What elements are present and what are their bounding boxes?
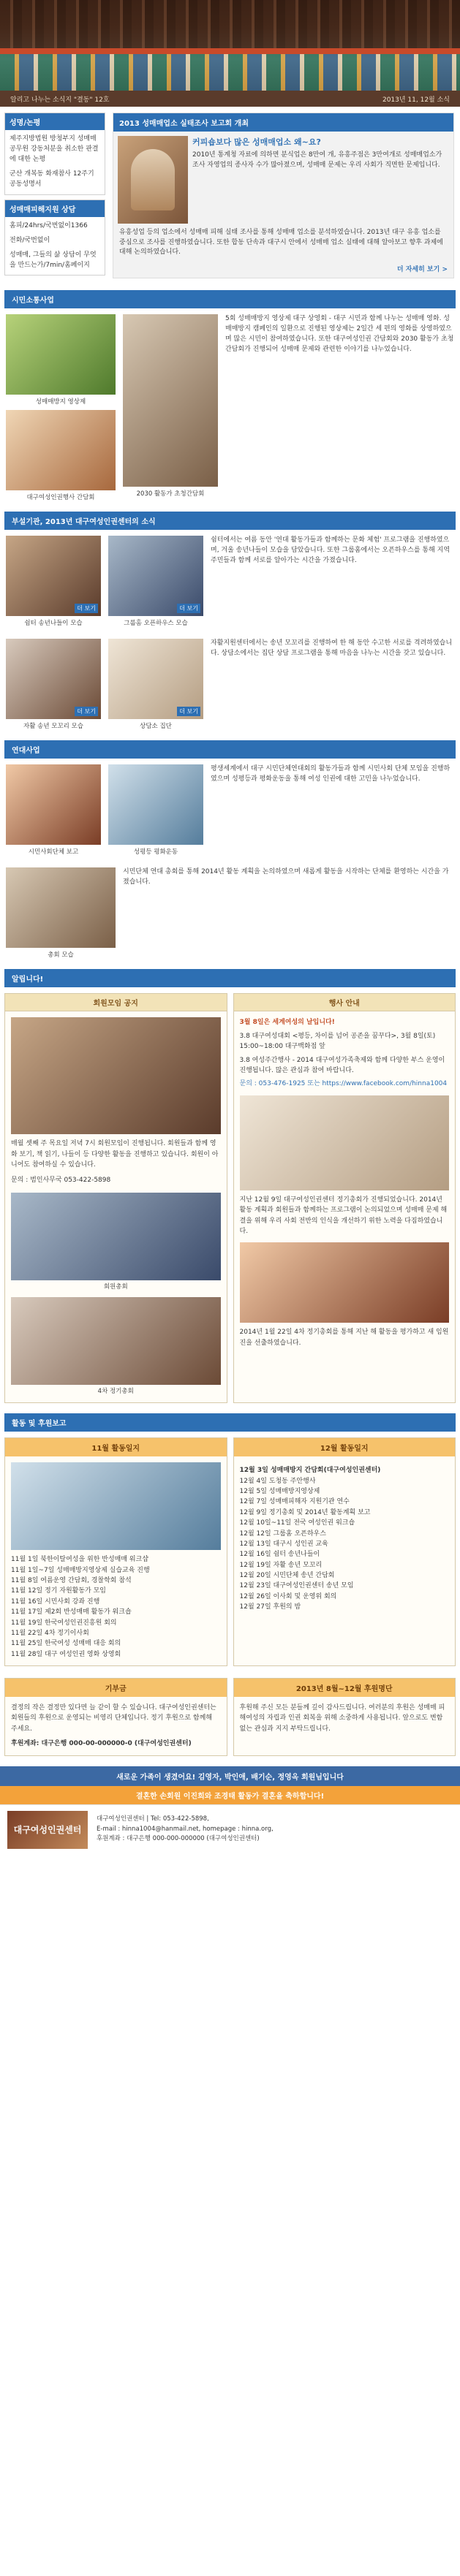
photo-badge: 더 보기 [75,707,98,716]
header-banner [0,0,460,107]
header-roof-image [0,0,460,51]
section-affiliates-bottom [0,633,460,736]
activity-dec-item: 12월 27일 후원의 밤 [239,1603,301,1611]
header-beams-image [0,54,460,91]
activity-bar: 활동 및 후원보고 [4,1413,456,1432]
activity-dec-item: 12월 10일~11일 전국 여성인권 워크숍 [239,1519,355,1527]
notice-photo-2 [11,1193,221,1280]
notice-photo-5 [240,1242,450,1323]
footer [0,1804,460,1855]
section-title-affiliates: 부설기관, 2013년 대구여성인권센터의 소식 [4,512,456,530]
notice-col1-contact: 문의 : 범인사무국 053-422-5898 [11,1176,111,1184]
notice-col-events [233,993,456,1403]
report-title: 2013년 8월~12월 후원명단 [234,1679,456,1697]
activity-dec-item: 12월 20일 시민단체 송년 간담회 [239,1572,335,1580]
solidarity-photo-1 [6,764,101,845]
notice-col2-text4: 2014년 1월 22일 4차 정기총회를 통해 지난 해 활동을 평가하고 새 임원진을 선출하였습니다. [239,1329,449,1347]
notice-col2-contact[interactable]: 문의 : 053-476-1925 또는 https://www.facebook.com/hinna1004 [239,1080,448,1088]
affiliate-photo-4 [108,639,203,719]
notice-col1-title: 회원모임 공지 [5,994,227,1011]
notice-photo-4 [240,1095,450,1190]
section-title-civic: 시민소통사업 [4,290,456,308]
footer-account: 후원계좌 : 대구은행 000-000-000000 (대구여성인권센터) [97,1835,260,1843]
activity-dec-item: 12월 16일 쉼터 송년나들이 [239,1551,320,1559]
section-solidarity-top [0,759,460,862]
affiliate-caption-3: 자활 송년 모꼬리 모습 [23,723,83,731]
solidarity-caption-3: 총회 모습 [48,951,74,960]
footer-email[interactable]: E-mail : hinna1004@hanmail.net, homepage : hinna.org, [97,1825,274,1833]
activity-nov-item: 11월 28일 대구 여성인권 영화 상영회 [11,1650,121,1658]
notice-photo-1 [11,1017,221,1134]
sidebar [0,107,110,286]
activity-dec-item: 12월 26일 이사회 및 운영위 회의 [239,1592,337,1600]
civic-photo-2 [6,410,116,490]
activity-photo-1 [11,1462,221,1550]
civic-text: 5회 성매매방지 영상제 대구 상영회 - 대구 시민과 함께 나누는 성매매 영화. 성매매방지 캠페인의 일환으로 진행된 영상제는 2일간 세 편의 영화를 상영하였으며 많은 시민이 참여하였습니다. 또한 대구여성인권 간담회와 2030 활동가 초청간담회가 진행되어 성매매 문제와 관련한 이야기를 나누었습니다. [225,315,454,354]
sidebar-counsel-item[interactable]: 성매매, 그들의 삶 상담이 무엇을 만드는가/7min/홈페이지 [10,251,97,269]
notice-columns [0,987,460,1409]
activity-dec-item: 12월 23일 대구여성인권센터 송년 모임 [239,1582,354,1590]
new-members-band: 새로운 가족이 생겼어요! 김영자, 박인애, 배기순, 정영옥 회원님입니다 [0,1766,460,1786]
report-text: 후원해 주신 모든 분들께 깊이 감사드립니다. 여러분의 후원은 성매매 피해여성의 자립과 인권 회복을 위해 소중하게 사용됩니다. 앞으로도 변함없는 관심과 지지 부탁드립니다. [239,1704,445,1733]
affiliate-photo-1 [6,536,101,616]
support-col-donation [4,1678,227,1756]
activity-nov-item: 11월 8일 여름운영 간담회, 경찰학회 참석 [11,1576,132,1584]
civic-photo-3 [123,314,218,487]
activity-dec-item: 12월 12일 그룹홈 오픈하우스 [239,1530,326,1538]
notice-col1-text: 매월 셋째 주 목요일 저녁 7시 회원모임이 진행됩니다. 회원들과 함께 영화 보기, 책 읽기, 나들이 등 다양한 활동을 진행하고 있습니다. 회원이 아니어도 참여하실 수 있습니다. [11,1140,219,1169]
sidebar-counsel-item[interactable]: 전화/국번없이 [10,236,50,244]
solidarity-text-2: 시민단체 연대 총회를 통해 2014년 활동 계획을 논의하였으며 새롭게 활동을 시작하는 단체를 환영하는 시간을 가졌습니다. [123,868,449,886]
notice-col-members [4,993,227,1403]
sidebar-counsel-box [4,200,105,276]
hero-question: 커피숍보다 많은 성매매업소 왜~요? [192,137,321,147]
header-right-text: 2013년 11, 12월 소식 [382,96,450,104]
activity-nov-item: 11월 1일 북한이탈여성을 위한 반성매매 워크샵 [11,1556,148,1564]
hero-article [113,113,454,278]
hero-image [118,136,188,224]
notice-photo-3 [11,1297,221,1385]
activity-dec-item: 12월 5일 성매매방지영상제 [239,1487,320,1495]
activity-col1-title: 11월 활동일지 [5,1438,227,1456]
affiliate-photo-2 [108,536,203,616]
affiliate-text-2: 자활지원센터에서는 송년 모꼬리를 진행하여 한 해 동안 수고한 서로를 격려하였습니다. 상담소에서는 집단 상담 프로그램을 통해 마음을 나누는 시간을 갖고 있습니다. [211,639,453,658]
affiliate-caption-4: 상담소 집단 [140,723,172,731]
hero-text: 2010년 통계청 자료에 의하면 분식업은 8만여 개, 유흥주점은 3만여개로 성매매업소가 조사 자영업의 종사자 수가 많아졌으며, 성매매 문제는 우리 사회가 직면한 문제입니다. [192,151,442,169]
activity-nov-item: 11월 1일~7일 성매매방지영상제 실습교육 진행 [11,1566,150,1574]
section-affiliates-top [0,530,460,633]
activity-dec-item: 12월 19일 자활 송년 모꼬리 [239,1561,323,1569]
photo-badge: 더 보기 [177,707,200,716]
photo-badge: 더 보기 [75,604,98,613]
solidarity-photo-2 [108,764,203,845]
hero-text-secondary: 유흥성업 등의 업소에서 성매매 피해 실태 조사를 통해 성매매 업소를 분석하였습니다. 2013년 대구 유흥 업소를 중심으로 조사를 진행하였습니다. 또한 합동 단속과 대구시 안에서 성매매 업소 실태에 대해 알아보고 향후 과제에 대해 논의하였습니다. [119,229,443,256]
notice-caption-1: 회원총회 [103,1283,128,1291]
section-solidarity-bottom [0,862,460,965]
notice-caption-2: 4차 정기총회 [97,1387,134,1395]
activity-nov-item: 11월 16일 시민사회 강좌 진행 [11,1597,100,1606]
activity-col2-title: 12월 활동일지 [234,1438,456,1456]
footer-logo: 대구여성인권센터 [7,1811,88,1849]
hero-title: 2013 성매매업소 실태조사 보고회 개최 [113,113,453,132]
sidebar-news-box [4,113,105,195]
activity-nov-item: 11월 19일 한국여성인권진흥원 회의 [11,1619,117,1627]
solidarity-caption-1: 시민사회단체 보고 [28,848,79,856]
notice-col2-title: 행사 안내 [234,994,456,1011]
support-title: 기부금 [5,1679,227,1697]
notice-col2-text2: 3.8 여성주간행사 - 2014 대구여성가족축제와 함께 다양한 부스 운영이 진행됩니다. 많은 관심과 참여 바랍니다. [239,1056,445,1074]
sidebar-counsel-item[interactable]: 홈피/24hrs/국번없이1366 [10,221,88,229]
header-eaves [0,48,460,54]
sidebar-news-item[interactable]: 군산 개복동 화재참사 12주기 공동성명서 [10,170,94,188]
header-strip [0,91,460,107]
activity-dec-item: 12월 4일 도청동 주안행사 [239,1477,316,1485]
solidarity-text-1: 평생세계에서 대구 시민단체연대회의 활동가들과 함께 시민사회 단체 모임을 진행하였으며 성평등과 평화운동을 통해 여성 인권에 대한 고민을 나누었습니다. [211,765,450,783]
activity-dec-item: 12월 13일 대구시 성인권 교육 [239,1540,328,1548]
support-columns [0,1672,460,1762]
sidebar-news-item[interactable]: 제주지방법원 방청부지 성매매 공무원 강동처분을 취소한 판결에 대한 논평 [10,135,99,163]
civic-caption-2: 대구여성인권행사 간담회 [26,494,95,502]
civic-photo-1 [6,314,116,395]
notice-bar: 알립니다! [4,969,456,987]
congrats-band: 결혼한 손회원 이진희와 조경태 활동가 결혼을 축하합니다! [0,1786,460,1804]
hero-more-link[interactable]: 더 자세히 보기 > [396,265,448,273]
activity-col-nov [4,1437,227,1666]
notice-col2-text3: 지난 12월 9일 대구여성인권센터 정기총회가 진행되었습니다. 2014년 활동 계획과 회원들과 함께하는 프로그램이 논의되었으며 성매매 문제 해결을 위해 우리 사회 전반의 인식을 개선하기 위한 노력을 다짐하였습니다. [239,1196,448,1235]
activity-dec-item: 12월 9일 정기총회 및 2014년 활동계획 보고 [239,1508,371,1516]
notice-col2-text1: 3.8 대구여성대회 <평등, 차이를 넘어 공존을 꿈꾸다>, 3월 8일(토) 15:00~18:00 대구백화점 앞 [239,1032,436,1051]
section-civic [0,308,460,507]
activity-columns [0,1432,460,1672]
affiliate-photo-3 [6,639,101,719]
support-account: 후원계좌: 대구은행 000-00-000000-0 (대구여성인권센터) [11,1740,192,1748]
support-col-report [233,1678,456,1756]
photo-badge: 더 보기 [177,604,200,613]
affiliate-caption-1: 쉼터 송년나들이 모습 [24,620,83,628]
solidarity-caption-2: 성평등 평화운동 [133,848,178,856]
header-left-text: 알리고 나누는 소식지 "결동" 12호 [10,96,110,104]
sidebar-counsel-title: 성매매피해지원 상담 [5,200,105,217]
civic-caption-1: 성매매방지 영상제 [35,398,86,406]
activity-dec-item: 12월 7일 성매매피해자 지원기관 연수 [239,1498,350,1506]
sidebar-news-title: 성명/논평 [5,113,105,130]
activity-nov-item: 11월 17일 제2회 반성매매 활동가 워크숍 [11,1608,132,1616]
civic-caption-3: 2030 활동가 초청간담회 [136,490,205,498]
notice-col2-heading: 3월 8일은 세계여성의 날입니다! [239,1019,335,1027]
activity-nov-item: 11월 22일 4차 정기이사회 [11,1629,89,1637]
section-title-solidarity: 연대사업 [4,740,456,759]
activity-nov-item: 11월 12일 정기 자원활동가 모임 [11,1587,106,1595]
activity-col-dec [233,1437,456,1666]
affiliate-caption-2: 그룹홈 오픈하우스 모습 [124,620,188,628]
solidarity-photo-3 [6,867,116,948]
footer-text [97,1815,274,1844]
activity-nov-item: 11월 25일 한국여성 성매매 대응 회의 [11,1640,121,1648]
activity-dec-head: 12월 3일 성매매방지 간담회(대구여성인권센터) [239,1467,381,1475]
support-text: 결정의 작은 결정만 있다면 늘 같이 할 수 있습니다. 대구여성인권센터는 회원들의 후원으로 운영되는 비영리 단체입니다. 정기 후원으로 함께해 주세요. [11,1704,216,1733]
affiliate-text-1: 쉼터에서는 여름 동안 '연대 활동가들과 함께하는 문화 체험' 프로그램을 진행하였으며, 겨울 송년나들이 모습을 담았습니다. 또한 그룹홈에서는 오픈하우스를 통해 지역주민들과 함께 서로를 알아가는 시간을 가졌습니다. [211,536,450,565]
footer-address: 대구여성인권센터 | Tel: 053-422-5898, [97,1815,209,1823]
